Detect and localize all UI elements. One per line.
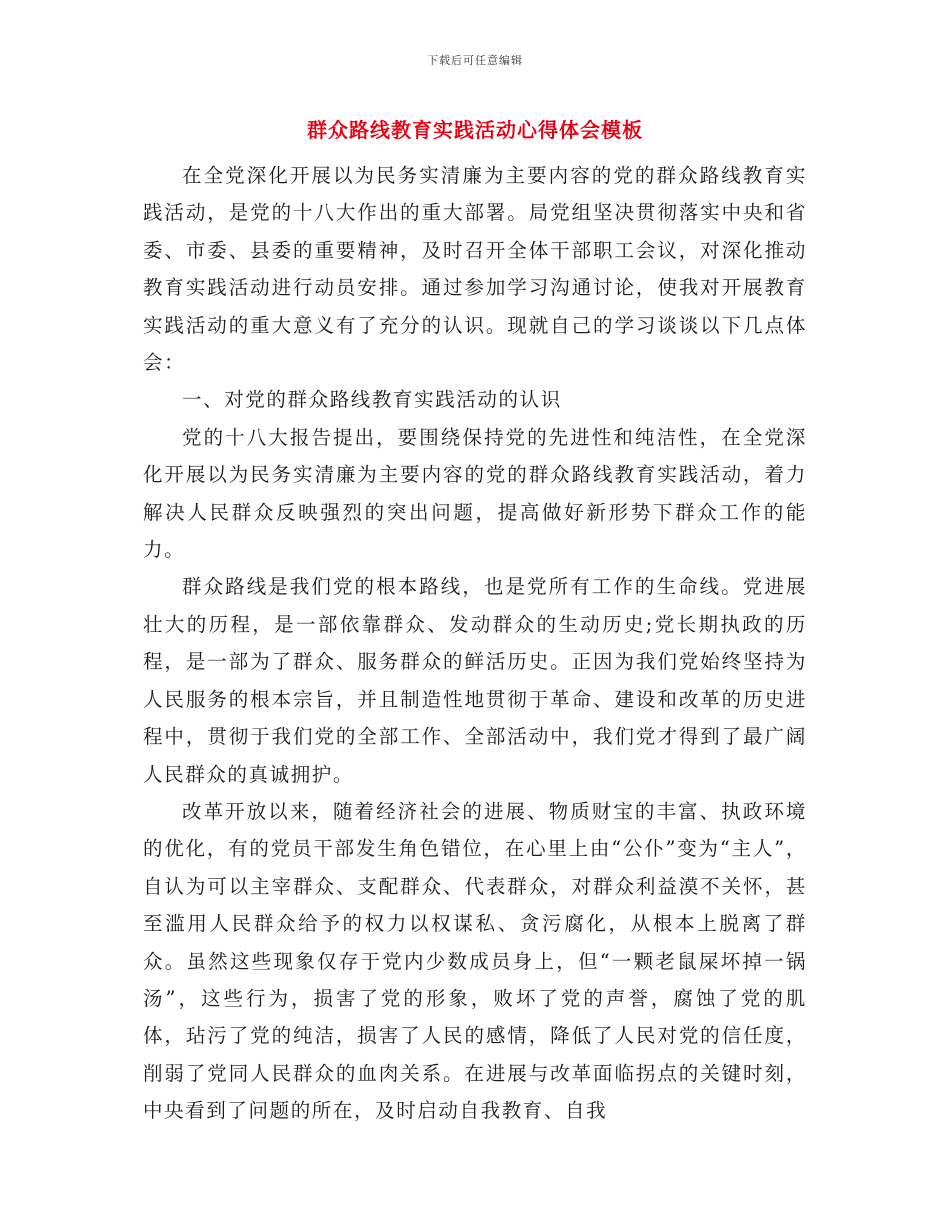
document-title: 群众路线教育实践活动心得体会模板	[307, 118, 643, 142]
header-note: 下载后可任意编辑	[427, 54, 523, 67]
document-body	[143, 157, 807, 1130]
paragraph-intro: 在全党深化开展以为民务实清廉为主要内容的党的群众路线教育实践活动，是党的十八大作出的重大部署。局党组坚决贯彻落实中央和省委、市委、县委的重要精神，及时召开全体干部职工会议，对深化推动教育实践活动进行动员安排。通过参加学习沟通讨论，使我对开展教育实践活动的重大意义有了充分的认识。现就自己的学习谈谈以下几点体会：	[143, 164, 807, 375]
paragraph-mass-line: 群众路线是我们党的根本路线，也是党所有工作的生命线。党进展壮大的历程，是一部依靠群众、发动群众的生动历史;党长期执政的历程，是一部为了群众、服务群众的鲜活历史。正因为我们党始终坚持为人民服务的根本宗旨，并且制造性地贯彻于革命、建设和改革的历史进程中，贯彻于我们党的全部工作、全部活动中，我们党才得到了最广阔人民群众的真诚拥护。	[143, 575, 807, 786]
paragraph-reform: 改革开放以来，随着经济社会的进展、物质财宝的丰富、执政环境的优化，有的党员干部发生角色错位，在心里上由“公仆”变为“主人”，自认为可以主宰群众、支配群众、代表群众，对群众利益漠不关怀，甚至滥用人民群众给予的权力以权谋私、贪污腐化，从根本上脱离了群众。虽然这些现象仅存于党内少数成员身上，但“一颗老鼠屎坏掉一锅汤”，这些行为，损害了党的形象，败坏了党的声誉，腐蚀了党的肌体，玷污了党的纯洁，损害了人民的感情，降低了人民对党的信任度，削弱了党同人民群众的血肉关系。在进展与改革面临拐点的关键时刻，中央看到了问题的所在，及时启动自我教育、自我	[143, 799, 807, 1123]
paragraph-report: 党的十八大报告提出，要围绕保持党的先进性和纯洁性，在全党深化开展以为民务实清廉为主要内容的党的群众路线教育实践活动，着力解决人民群众反映强烈的突出问题，提高做好新形势下群众工作的能力。	[143, 425, 807, 562]
section-heading-1: 一、对党的群众路线教育实践活动的认识	[182, 388, 562, 412]
